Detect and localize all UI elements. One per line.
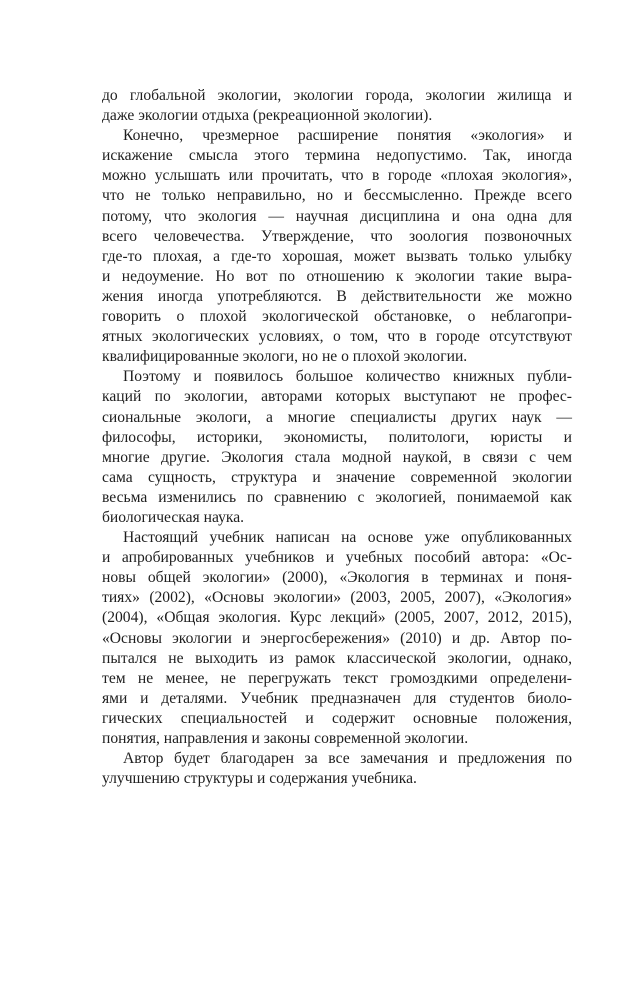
text-line: всего человечества. Утверждение, что зоология позвоночных [102,227,572,245]
text-line: тем не менее, не перегружать текст громоздкими определени- [102,669,572,687]
text-line: (2004), «Общая экология. Курс лекций» (2005, 2007, 2012, 2015), [102,609,572,627]
text-line: сама сущность, структура и значение современной экологии [102,468,572,486]
text-line: философы, историки, экономисты, политологи, юристы и [102,428,572,446]
text-line: биологическая наука. [102,508,245,526]
text-line: Конечно, чрезмерное расширение понятия «экология» и [123,127,572,145]
text-line: можно услышать или прочитать, что в городе «плохая экология», [102,167,572,185]
text-line: квалифицированные экологи, но не о плохой экологии. [102,348,468,366]
text-line: весьма изменились по сравнению с экологией, понимаемой как [102,488,572,506]
text-line: многие другие. Экология стала модной наукой, в связи с чем [102,448,572,466]
text-line: тиях» (2002), «Основы экологии» (2003, 2005, 2007), «Экология» [102,589,572,607]
text-line: каций по экологии, авторами которых выступают не профес- [102,388,572,406]
paragraph-2 [102,126,572,367]
text-line: и недоумение. Но вот по отношению к экологии такие выра- [102,267,572,285]
text-line: и апробированных учебников и учебных пособий автора: «Ос- [102,549,572,567]
body-text [102,86,572,789]
text-line: пытался не выходить из рамок классической экологии, однако, [102,649,572,667]
text-line: жения иногда употребляются. В действительности же можно [102,287,572,305]
text-line: даже экологии отдыха (рекреационной экологии). [102,107,433,125]
text-line: Поэтому и появилось большое количество книжных публи- [123,368,572,386]
text-line: Настоящий учебник написан на основе уже опубликованных [123,529,572,547]
text-line: понятия, направления и законы современной экологии. [102,730,469,747]
paragraph-1 [102,86,572,126]
text-line: что не только неправильно, но и бессмысленно. Прежде всего [102,187,572,205]
text-line: ятных экологических условиях, о том, что в городе отсутствуют [102,328,572,346]
text-line: искажение смысла этого термина недопустимо. Так, иногда [102,147,572,165]
text-line: до глобальной экологии, экологии города, экологии жилища и [102,87,572,104]
text-line: новы общей экологии» (2000), «Экология в терминах и поня- [102,569,572,587]
text-line: Автор будет благодарен за все замечания и предложения по [123,750,572,768]
text-line: гических специальностей и содержит основные положения, [102,709,572,727]
text-line: сиональные экологи, а многие специалисты других наук — [102,408,572,426]
paragraph-5 [102,749,572,789]
paragraph-3 [102,367,572,528]
text-line: улучшению структуры и содержания учебника. [102,770,417,788]
text-line: ями и деталями. Учебник предназначен для студентов биоло- [102,689,572,707]
text-line: говорить о плохой экологической обстановке, о неблагопри- [102,308,572,326]
paragraph-4 [102,528,572,749]
text-line: где-то плохая, а где-то хорошая, может вызвать только улыбку [102,247,572,265]
text-line: «Основы экологии и энергосбережения» (2010) и др. Автор по- [102,629,572,647]
text-line: потому, что экология — научная дисциплина и она одна для [102,207,572,225]
